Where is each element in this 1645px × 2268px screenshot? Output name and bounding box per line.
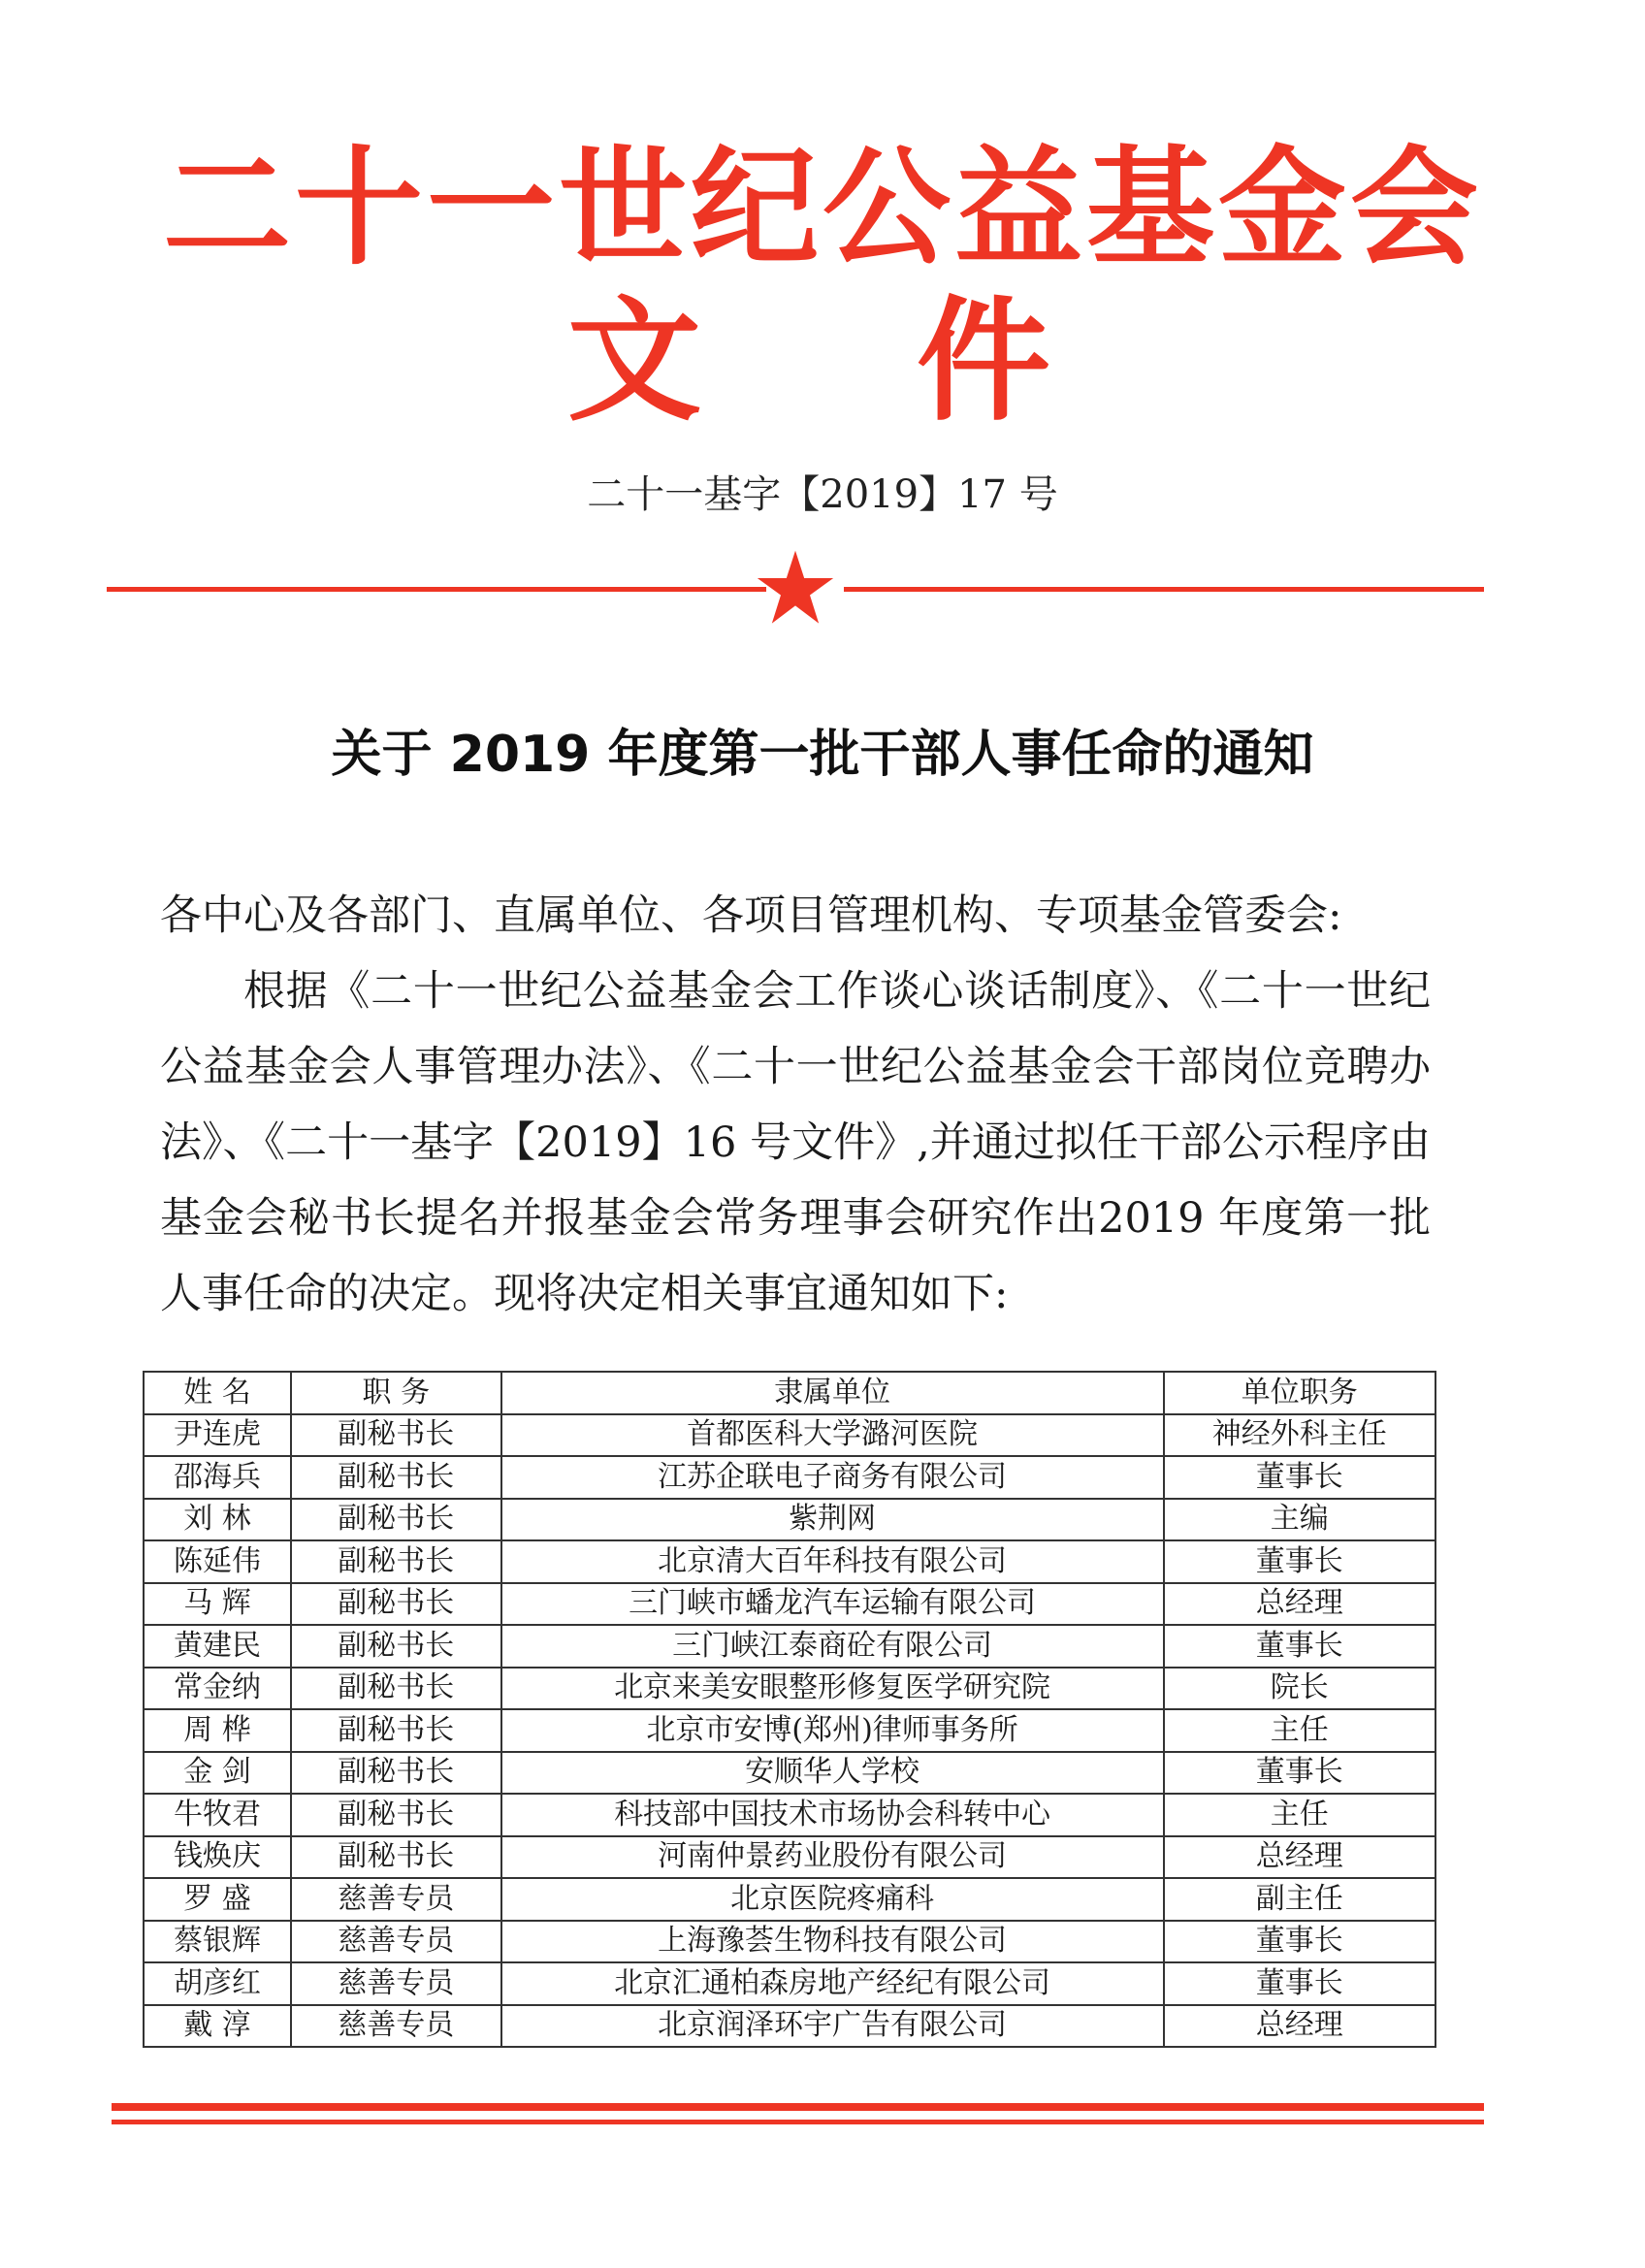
table-row: [144, 1583, 1435, 1626]
cell-name: 戴 淳: [144, 2005, 291, 2048]
cell-affiliation: 上海豫荟生物科技有限公司: [501, 1921, 1164, 1963]
cell-name: 刘 林: [144, 1499, 291, 1541]
table-row: [144, 1836, 1435, 1879]
cell-position: 副秘书长: [291, 1540, 501, 1583]
cell-name: 尹连虎: [144, 1414, 291, 1457]
cell-name: 钱焕庆: [144, 1836, 291, 1879]
cell-position: 副秘书长: [291, 1625, 501, 1668]
cell-unit-title: 主编: [1164, 1499, 1435, 1541]
cell-unit-title: 董事长: [1164, 1962, 1435, 2005]
cell-affiliation: 科技部中国技术市场协会科转中心: [501, 1794, 1164, 1836]
cell-name: 马 辉: [144, 1583, 291, 1626]
footer-divider-thick: [112, 2103, 1484, 2111]
table-row: [144, 1794, 1435, 1836]
table-row: [144, 1456, 1435, 1499]
cell-unit-title: 院长: [1164, 1668, 1435, 1710]
cell-unit-title: 神经外科主任: [1164, 1414, 1435, 1457]
cell-name: 金 剑: [144, 1752, 291, 1795]
cell-affiliation: 河南仲景药业股份有限公司: [501, 1836, 1164, 1879]
cell-name: 周 桦: [144, 1709, 291, 1752]
table-row: [144, 1962, 1435, 2005]
column-header-position: 职 务: [291, 1372, 501, 1414]
cell-unit-title: 董事长: [1164, 1921, 1435, 1963]
cell-affiliation: 北京汇通柏森房地产经纪有限公司: [501, 1962, 1164, 2005]
table-row: [144, 1709, 1435, 1752]
cell-name: 胡彦红: [144, 1962, 291, 2005]
cell-name: 邵海兵: [144, 1456, 291, 1499]
cell-unit-title: 总经理: [1164, 1583, 1435, 1626]
column-header-affiliation: 隶属单位: [501, 1372, 1164, 1414]
cell-unit-title: 总经理: [1164, 1836, 1435, 1879]
cell-unit-title: 董事长: [1164, 1625, 1435, 1668]
cell-unit-title: 董事长: [1164, 1456, 1435, 1499]
red-star-icon: [755, 549, 836, 627]
cell-unit-title: 副主任: [1164, 1878, 1435, 1921]
document-label-char-2: 件: [917, 283, 1051, 439]
table-row: [144, 1414, 1435, 1457]
cell-affiliation: 北京市安博(郑州)律师事务所: [501, 1709, 1164, 1752]
cell-affiliation: 江苏企联电子商务有限公司: [501, 1456, 1164, 1499]
cell-position: 副秘书长: [291, 1414, 501, 1457]
cell-position: 副秘书长: [291, 1709, 501, 1752]
cell-position: 副秘书长: [291, 1794, 501, 1836]
table-row: [144, 2005, 1435, 2048]
cell-position: 副秘书长: [291, 1668, 501, 1710]
cell-name: 牛牧君: [144, 1794, 291, 1836]
cell-affiliation: 北京清大百年科技有限公司: [501, 1540, 1164, 1583]
cell-affiliation: 首都医科大学潞河医院: [501, 1414, 1164, 1457]
column-header-unit-title: 单位职务: [1164, 1372, 1435, 1414]
cell-affiliation: 北京润泽环宇广告有限公司: [501, 2005, 1164, 2048]
cell-name: 蔡银辉: [144, 1921, 291, 1963]
cell-position: 副秘书长: [291, 1836, 501, 1879]
cell-position: 副秘书长: [291, 1499, 501, 1541]
cell-unit-title: 董事长: [1164, 1540, 1435, 1583]
cell-affiliation: 三门峡江泰商砼有限公司: [501, 1625, 1164, 1668]
cell-position: 慈善专员: [291, 2005, 501, 2048]
cell-unit-title: 主任: [1164, 1709, 1435, 1752]
cell-name: 常金纳: [144, 1668, 291, 1710]
cell-unit-title: 总经理: [1164, 2005, 1435, 2048]
notice-title: 关于 2019 年度第一批干部人事任命的通知: [331, 726, 1314, 784]
appointment-table: [143, 1371, 1436, 2048]
table-row: [144, 1625, 1435, 1668]
cell-position: 副秘书长: [291, 1456, 501, 1499]
table-row: [144, 1668, 1435, 1710]
notice-body: [160, 878, 1431, 1332]
table-row: [144, 1752, 1435, 1795]
column-header-name: 姓 名: [144, 1372, 291, 1414]
cell-name: 罗 盛: [144, 1878, 291, 1921]
cell-affiliation: 紫荆网: [501, 1499, 1164, 1541]
cell-affiliation: 北京来美安眼整形修复医学研究院: [501, 1668, 1164, 1710]
cell-position: 慈善专员: [291, 1962, 501, 2005]
cell-affiliation: 三门峡市蟠龙汽车运输有限公司: [501, 1583, 1164, 1626]
cell-unit-title: 董事长: [1164, 1752, 1435, 1795]
header-divider-right: [844, 587, 1484, 592]
table-row: [144, 1921, 1435, 1963]
cell-unit-title: 主任: [1164, 1794, 1435, 1836]
cell-position: 慈善专员: [291, 1878, 501, 1921]
footer-divider-thin: [112, 2120, 1484, 2124]
table-row: [144, 1499, 1435, 1541]
cell-name: 陈延伟: [144, 1540, 291, 1583]
notice-paragraph: 根据《二十一世纪公益基金会工作谈心谈话制度》、《二十一世纪公益基金会人事管理办法》、《二十一世纪公益基金会干部岗位竞聘办法》、《二十一基字【2019】16 号文件》,并通过拟任干部公示程序由基金会秘书长提名并报基金会常务理事会研究作出2019 年度第一批人事任命的决定。现将决定相关事宜通知如下:: [160, 967, 1431, 1318]
document-number: 二十一基字【2019】17 号: [587, 472, 1058, 517]
notice-recipients: 各中心及各部门、直属单位、各项目管理机构、专项基金管委会:: [160, 891, 1342, 940]
table-header-row: [144, 1372, 1435, 1414]
cell-name: 黄建民: [144, 1625, 291, 1668]
table-row: [144, 1878, 1435, 1921]
cell-affiliation: 安顺华人学校: [501, 1752, 1164, 1795]
cell-position: 副秘书长: [291, 1583, 501, 1626]
document-label-char-1: 文: [567, 283, 702, 439]
cell-affiliation: 北京医院疼痛科: [501, 1878, 1164, 1921]
issuing-organization-name: 二十一世纪公益基金会: [163, 134, 1482, 283]
cell-position: 慈善专员: [291, 1921, 501, 1963]
header-divider-left: [107, 587, 766, 592]
cell-position: 副秘书长: [291, 1752, 501, 1795]
table-row: [144, 1540, 1435, 1583]
